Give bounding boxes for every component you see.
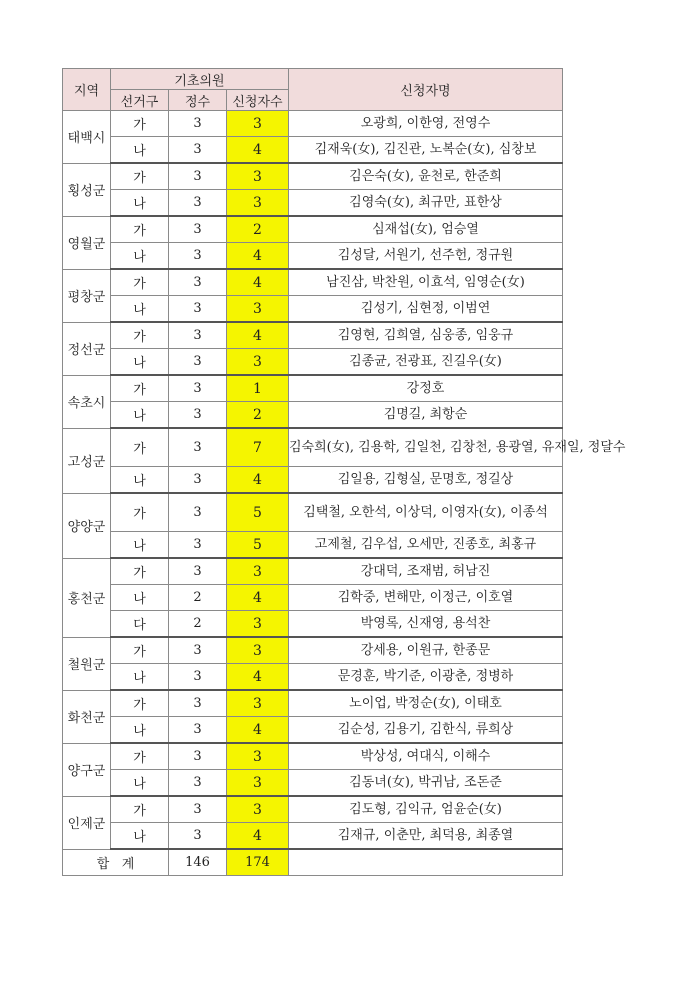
applicants-cell: 2 (227, 402, 289, 429)
district-cell: 나 (111, 243, 169, 270)
district-cell: 가 (111, 111, 169, 137)
district-cell: 나 (111, 664, 169, 691)
district-cell: 가 (111, 637, 169, 664)
table-row (63, 349, 563, 376)
names-cell: 박영록, 신재영, 용석찬 (289, 611, 563, 638)
applicants-cell: 4 (227, 585, 289, 611)
names-cell: 강정호 (289, 375, 563, 402)
header-district: 선거구 (111, 90, 169, 111)
applicants-cell: 3 (227, 637, 289, 664)
seats-cell: 3 (169, 532, 227, 559)
names-cell: 김재규, 이춘만, 최덕용, 최종열 (289, 823, 563, 850)
district-cell: 나 (111, 296, 169, 323)
seats-cell: 3 (169, 467, 227, 494)
seats-cell: 3 (169, 349, 227, 376)
seats-cell: 3 (169, 243, 227, 270)
table-row (63, 717, 563, 744)
header-row-1 (63, 69, 563, 90)
names-cell: 박상성, 여대식, 이해수 (289, 743, 563, 770)
district-cell: 가 (111, 493, 169, 532)
seats-cell: 3 (169, 796, 227, 823)
table-body (63, 111, 626, 850)
applicants-cell: 4 (227, 664, 289, 691)
header-seats: 정수 (169, 90, 227, 111)
total-names (289, 849, 563, 876)
seats-cell: 3 (169, 823, 227, 850)
district-cell: 나 (111, 402, 169, 429)
table-row (63, 402, 563, 429)
names-cell: 문경훈, 박기준, 이광춘, 정병하 (289, 664, 563, 691)
names-cell: 김종균, 전광표, 진길우(女) (289, 349, 563, 376)
names-cell: 강세용, 이원규, 한종문 (289, 637, 563, 664)
table-row (63, 243, 563, 270)
table-row (63, 163, 563, 190)
seats-cell: 3 (169, 717, 227, 744)
table-row (63, 190, 563, 217)
header-region: 지역 (63, 69, 111, 111)
region-cell: 고성군 (63, 428, 111, 493)
applicants-cell: 3 (227, 743, 289, 770)
names-cell: 남진삼, 박찬원, 이효석, 임영순(女) (289, 269, 563, 296)
district-cell: 나 (111, 823, 169, 850)
applicants-cell: 4 (227, 467, 289, 494)
table-row (63, 322, 563, 349)
table-row (63, 269, 563, 296)
region-cell: 양구군 (63, 743, 111, 796)
seats-cell: 3 (169, 743, 227, 770)
table-row (63, 743, 563, 770)
applicants-cell: 5 (227, 532, 289, 559)
region-cell: 영월군 (63, 216, 111, 269)
names-cell: 노이업, 박정순(女), 이태호 (289, 690, 563, 717)
seats-cell: 3 (169, 664, 227, 691)
applicants-cell: 3 (227, 163, 289, 190)
seats-cell: 3 (169, 375, 227, 402)
header-applicants: 신청자수 (227, 90, 289, 111)
total-row (63, 849, 563, 876)
applicants-cell: 3 (227, 690, 289, 717)
names-cell: 오광희, 이한영, 전영수 (289, 111, 563, 137)
district-cell: 다 (111, 611, 169, 638)
applicants-cell: 4 (227, 322, 289, 349)
applicants-cell: 3 (227, 190, 289, 217)
seats-cell: 3 (169, 296, 227, 323)
applicants-cell: 3 (227, 611, 289, 638)
applicants-cell: 3 (227, 111, 289, 137)
names-cell: 김순성, 김용기, 김한식, 류희상 (289, 717, 563, 744)
seats-cell: 3 (169, 493, 227, 532)
names-cell: 심재섭(女), 엄승열 (289, 216, 563, 243)
table-row (63, 823, 563, 850)
district-cell: 가 (111, 216, 169, 243)
applicants-cell: 4 (227, 269, 289, 296)
table-row (63, 493, 563, 532)
district-cell: 가 (111, 690, 169, 717)
district-cell: 나 (111, 190, 169, 217)
region-cell: 양양군 (63, 493, 111, 558)
table-row (63, 558, 563, 585)
district-cell: 나 (111, 349, 169, 376)
names-cell: 김택철, 오한석, 이상덕, 이영자(女), 이종석 (289, 493, 563, 532)
applicants-cell: 2 (227, 216, 289, 243)
table-row (63, 770, 563, 797)
applicants-cell: 3 (227, 558, 289, 585)
district-cell: 나 (111, 532, 169, 559)
district-cell: 가 (111, 428, 169, 467)
table-row (63, 111, 563, 137)
names-cell: 김영현, 김희열, 심웅종, 임웅규 (289, 322, 563, 349)
applicants-cell: 4 (227, 823, 289, 850)
region-cell: 평창군 (63, 269, 111, 322)
table-row (63, 216, 563, 243)
table-row (63, 585, 563, 611)
candidate-table (62, 68, 626, 876)
table-row (63, 467, 563, 494)
applicants-cell: 4 (227, 717, 289, 744)
names-cell: 김명길, 최항순 (289, 402, 563, 429)
table-row (63, 611, 563, 638)
table-row (63, 137, 563, 164)
district-cell: 나 (111, 467, 169, 494)
seats-cell: 3 (169, 216, 227, 243)
district-cell: 가 (111, 558, 169, 585)
total-applicants: 174 (227, 849, 289, 876)
table-row (63, 637, 563, 664)
seats-cell: 3 (169, 322, 227, 349)
district-cell: 가 (111, 743, 169, 770)
applicants-cell: 3 (227, 296, 289, 323)
table-row (63, 296, 563, 323)
seats-cell: 3 (169, 190, 227, 217)
seats-cell: 2 (169, 585, 227, 611)
district-cell: 나 (111, 137, 169, 164)
header-names: 신청자명 (289, 69, 563, 111)
region-cell: 횡성군 (63, 163, 111, 216)
district-cell: 나 (111, 717, 169, 744)
seats-cell: 3 (169, 770, 227, 797)
names-cell: 김도형, 김익규, 엄윤순(女) (289, 796, 563, 823)
district-cell: 가 (111, 375, 169, 402)
region-cell: 인제군 (63, 796, 111, 849)
names-cell: 김학중, 변해만, 이정근, 이호열 (289, 585, 563, 611)
district-cell: 가 (111, 322, 169, 349)
district-cell: 나 (111, 770, 169, 797)
district-cell: 가 (111, 163, 169, 190)
table-row (63, 690, 563, 717)
seats-cell: 3 (169, 690, 227, 717)
region-cell: 태백시 (63, 111, 111, 164)
seats-cell: 3 (169, 558, 227, 585)
applicants-cell: 3 (227, 770, 289, 797)
applicants-cell: 3 (227, 349, 289, 376)
table-row (63, 796, 563, 823)
names-cell: 김일용, 김형실, 문명호, 정길상 (289, 467, 563, 494)
seats-cell: 2 (169, 611, 227, 638)
seats-cell: 3 (169, 269, 227, 296)
seats-cell: 3 (169, 111, 227, 137)
applicants-cell: 3 (227, 796, 289, 823)
applicants-cell: 1 (227, 375, 289, 402)
district-cell: 가 (111, 796, 169, 823)
seats-cell: 3 (169, 428, 227, 467)
table-row (63, 664, 563, 691)
district-cell: 가 (111, 269, 169, 296)
names-cell: 김동녀(女), 박귀남, 조돈준 (289, 770, 563, 797)
seats-cell: 3 (169, 137, 227, 164)
region-cell: 정선군 (63, 322, 111, 375)
total-seats: 146 (169, 849, 227, 876)
names-cell: 김은숙(女), 윤천로, 한준희 (289, 163, 563, 190)
names-cell: 강대덕, 조재범, 허남진 (289, 558, 563, 585)
region-cell: 철원군 (63, 637, 111, 690)
table-row (63, 375, 563, 402)
seats-cell: 3 (169, 163, 227, 190)
region-cell: 속초시 (63, 375, 111, 428)
applicants-cell: 5 (227, 493, 289, 532)
table-row (63, 428, 563, 467)
names-cell: 고제철, 김우섭, 오세만, 진종호, 최홍규 (289, 532, 563, 559)
names-cell: 김영숙(女), 최규만, 표한상 (289, 190, 563, 217)
applicants-cell: 7 (227, 428, 289, 467)
names-cell: 김성달, 서원기, 선주헌, 정규원 (289, 243, 563, 270)
district-cell: 나 (111, 585, 169, 611)
applicants-cell: 4 (227, 243, 289, 270)
names-cell: 김숙희(女), 김용학, 김일천, 김창천, 용광열, 유재일, 정달수 (289, 428, 563, 467)
total-label: 합 계 (63, 849, 169, 876)
region-cell: 홍천군 (63, 558, 111, 637)
names-cell: 김성기, 심현정, 이범연 (289, 296, 563, 323)
names-cell: 김재욱(女), 김진관, 노복순(女), 심창보 (289, 137, 563, 164)
applicants-cell: 4 (227, 137, 289, 164)
table-row (63, 532, 563, 559)
region-cell: 화천군 (63, 690, 111, 743)
seats-cell: 3 (169, 402, 227, 429)
header-council: 기초의원 (111, 69, 289, 90)
seats-cell: 3 (169, 637, 227, 664)
